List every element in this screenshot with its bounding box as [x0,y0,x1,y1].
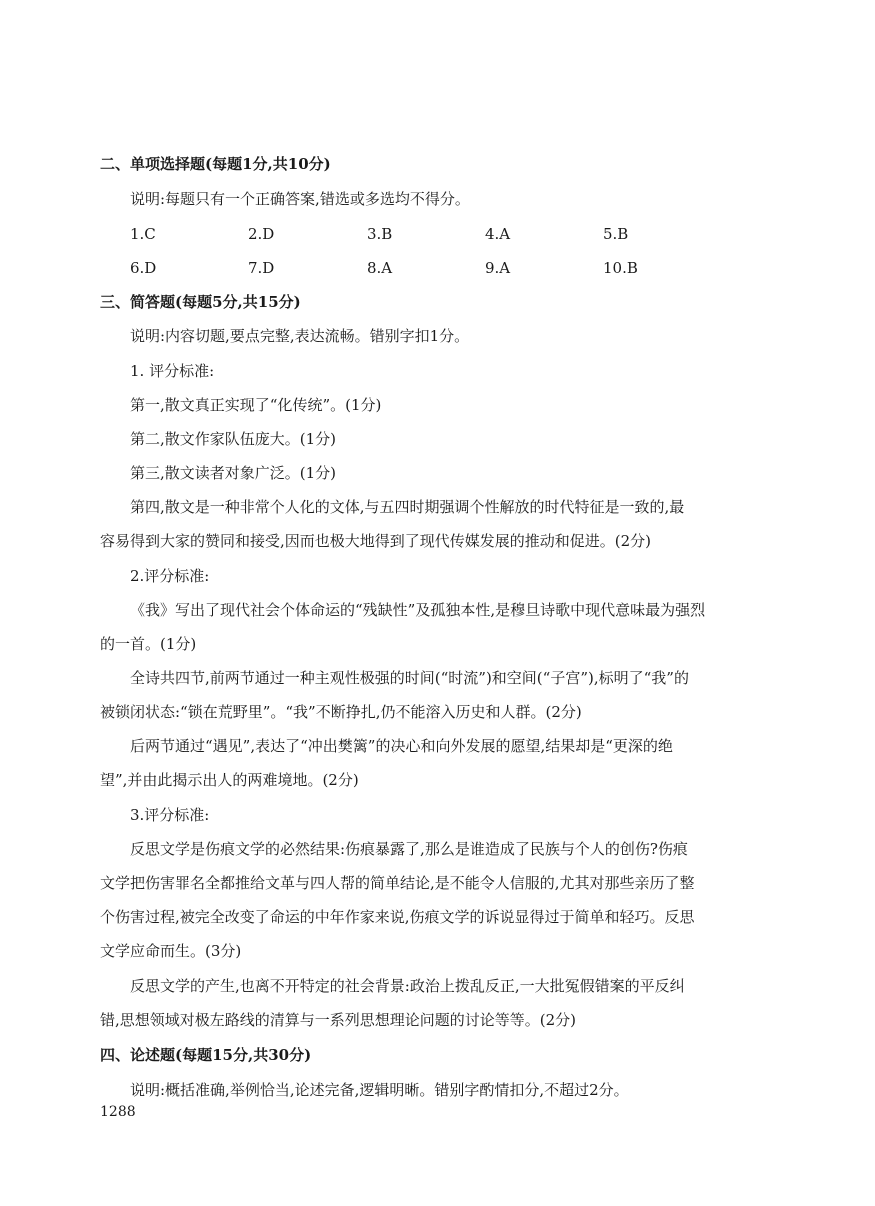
q1-point: 第一,散文真正实现了“化传统”。(1分) [130,396,382,414]
q1-point: 容易得到大家的赞同和接受,因而也极大地得到了现代传媒发展的推动和促进。(2分) [100,532,652,550]
section3-note: 说明:内容切题,要点完整,表达流畅。错别字扣1分。 [130,327,470,345]
q3-point: 个伤害过程,被完全改变了命运的中年作家来说,伤痕文学的诉说显得过于简单和轻巧。反思 [100,908,695,926]
answer-item: 10.B [603,259,638,277]
section3-title: 三、简答题(每题5分,共15分) [100,293,301,311]
answer-item: 6.D [130,259,157,277]
q3-point: 反思文学是伤痕文学的必然结果:伤痕暴露了,那么是谁造成了民族与个人的创伤?伤痕 [130,840,688,858]
answer-item: 3.B [367,225,393,243]
q2-point: 《我》写出了现代社会个体命运的“残缺性”及孤独本性,是穆旦诗歌中现代意味最为强烈 [130,601,706,619]
section4-note: 说明:概括准确,举例恰当,论述完备,逻辑明晰。错别字酌情扣分,不超过2分。 [130,1081,629,1099]
page-number: 1288 [100,1104,136,1120]
q3-point: 错,思想领域对极左路线的清算与一系列思想理论问题的讨论等等。(2分) [100,1011,577,1029]
q3-label: 3.评分标准: [130,806,210,824]
q1-label: 1. 评分标准: [130,362,215,380]
answer-item: 2.D [248,225,275,243]
q2-point: 被锁闭状态:“锁在荒野里”。“我”不断挣扎,仍不能溶入历史和人群。(2分) [100,703,582,721]
q1-point: 第四,散文是一种非常个人化的文体,与五四时期强调个性解放的时代特征是一致的,最 [130,498,685,516]
q1-point: 第二,散文作家队伍庞大。(1分) [130,430,337,448]
answer-item: 7.D [248,259,275,277]
q2-point: 望”,并由此揭示出人的两难境地。(2分) [100,771,359,789]
answer-item: 9.A [485,259,511,277]
section2-note: 说明:每题只有一个正确答案,错选或多选均不得分。 [130,190,470,208]
answer-item: 4.A [485,225,511,243]
answer-item: 8.A [367,259,393,277]
q2-label: 2.评分标准: [130,567,210,585]
q3-point: 文学应命而生。(3分) [100,942,242,960]
q3-point: 文学把伤害罪名全都推给文革与四人帮的简单结论,是不能令人信服的,尤其对那些亲历了整 [100,874,695,892]
q2-point: 的一首。(1分) [100,635,197,653]
q2-point: 后两节通过“遇见”,表达了“冲出樊篱”的决心和向外发展的愿望,结果却是“更深的绝 [130,737,673,755]
q1-point: 第三,散文读者对象广泛。(1分) [130,464,337,482]
section4-title: 四、论述题(每题15分,共30分) [100,1046,312,1064]
q2-point: 全诗共四节,前两节通过一种主观性极强的时间(“时流”)和空间(“子宫”),标明了“我”的 [130,669,689,687]
q3-point: 反思文学的产生,也离不开特定的社会背景:政治上拨乱反正,一大批冤假错案的平反纠 [130,977,685,995]
answer-item: 1.C [130,225,156,243]
answer-item: 5.B [603,225,629,243]
section2-title: 二、单项选择题(每题1分,共10分) [100,155,331,173]
